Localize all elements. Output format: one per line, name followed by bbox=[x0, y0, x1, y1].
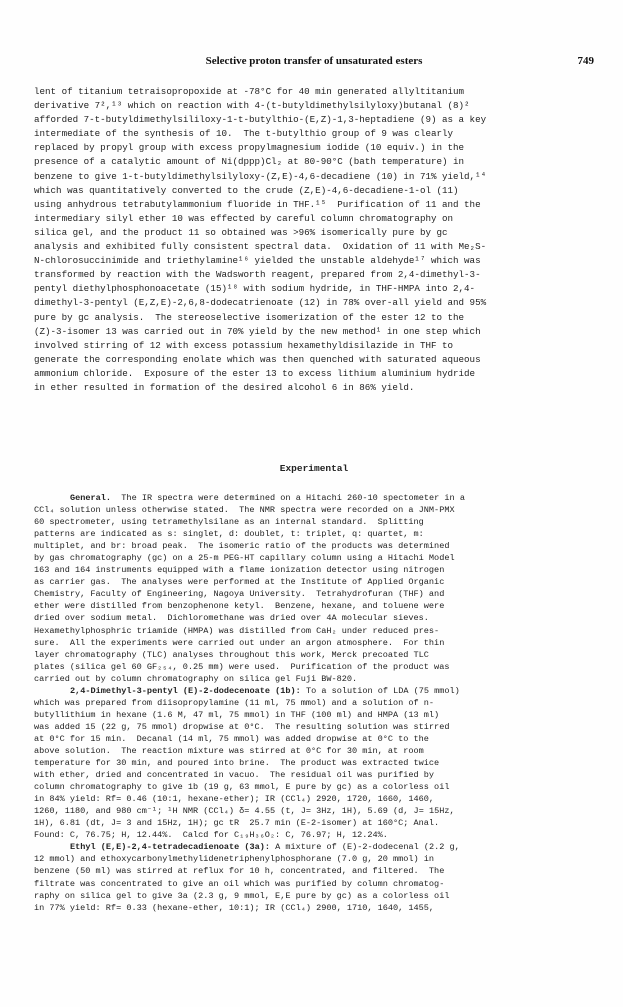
compound-1b-text: To a solution of LDA (75 mmol) bbox=[300, 685, 460, 696]
text-line: using anhydrous tetrabutylammonium fluoride in THF.¹⁵ Purification of 11 and the bbox=[34, 198, 481, 210]
text-line: (Z)-3-isomer 13 was carried out in 70% yield by the new method¹ in one step which bbox=[34, 325, 481, 337]
text-line: above solution. The reaction mixture was stirred at 0°C for 30 min, at room bbox=[34, 745, 424, 756]
page-number: 749 bbox=[577, 55, 594, 67]
text-line: replaced by propyl group with excess propylmagnesium iodide (10 equiv.) in the bbox=[34, 142, 465, 154]
text-line: intermediary silyl ether 10 was effected by careful column chromatography on bbox=[34, 212, 454, 224]
experimental-heading: Experimental bbox=[279, 463, 349, 474]
text-line: which was prepared from diisopropylamine (11 ml, 75 mmol) and a solution of n- bbox=[34, 697, 435, 708]
text-line: benzene (50 ml) was stirred at reflux for 10 h, concentrated, and filtered. The bbox=[34, 866, 445, 877]
compound-3a-first-line bbox=[34, 841, 594, 853]
text-line: pentyl diethylphosphonoacetate (15)¹⁸ with sodium hydride, in THF-HMPA into 2,4- bbox=[34, 283, 476, 295]
intro-paragraph bbox=[34, 85, 594, 395]
text-line: lent of titanium tetraisopropoxide at -78°C for 40 min generated allyltitanium bbox=[34, 86, 465, 97]
text-line: pure by gc analysis. The stereoselective isomerization of the ester 12 to the bbox=[34, 311, 465, 323]
text-line: carried out by column chromatography on silica gel Fuji BW-820. bbox=[34, 673, 358, 684]
text-line: dimethyl-3-pentyl (E,Z,E)-2,6,8-dodecatrienoate (12) in 78% over-all yield and 95% bbox=[34, 297, 487, 309]
text-line: plates (silica gel 60 GF₂₅₄, 0.25 mm) were used. Purification of the product was bbox=[34, 661, 450, 672]
text-line: which was quantitatively converted to the crude (Z,E)-4,6-decadiene-1-ol (11) bbox=[34, 184, 459, 196]
text-line: at 0°C for 15 min. Decanal (14 ml, 75 mmol) was added dropwise at 0°C to the bbox=[34, 733, 429, 744]
text-line: silica gel, and the product 11 so obtained was >96% isomerically pure by gc bbox=[34, 226, 448, 238]
text-line: 60 spectrometer, using tetramethylsilane as an internal standard. Splitting bbox=[34, 517, 424, 528]
text-line: raphy on silica gel to give 3a (2.3 g, 9 mmol, E,E pure by gc) as a colorless oil bbox=[34, 890, 450, 901]
text-line: afforded 7-t-butyldimethylsililoxy-1-t-butylthio-(E,Z)-1,3-heptadiene (9) as a key bbox=[34, 114, 487, 126]
running-title: Selective proton transfer of unsaturated esters bbox=[205, 55, 423, 67]
text-line: dried over sodium metal. Dichloromethane was dried over 4A molecular sieves. bbox=[34, 613, 429, 624]
compound-3a-text: A mixture of (E)-2-dodecenal (2.2 g, bbox=[270, 842, 460, 853]
text-line: 163 and 164 instruments equipped with a flame ionization detector using nitrogen bbox=[34, 565, 445, 576]
compound-1b-label: 2,4-Dimethyl-3-pentyl (E)-2-dodecenoate (1b): bbox=[70, 685, 301, 696]
experimental-section bbox=[34, 492, 594, 914]
text-line: ether were distilled from benzophenone ketyl. Benzene, hexane, and toluene were bbox=[34, 601, 445, 612]
text-line: column chromatography to give 1b (19 g, 63 mmol, E pure by gc) as a colorless oil bbox=[34, 782, 450, 793]
text-line: Chemistry, Faculty of Engineering, Nagoya University. Tetrahydrofuran (THF) and bbox=[34, 589, 445, 600]
text-line: temperature for 30 min, and poured into brine. The product was extracted twice bbox=[34, 758, 440, 769]
text-line: transformed by reaction with the Wadsworth reagent, prepared from 2,4-dimethyl-3- bbox=[34, 269, 481, 281]
page-header bbox=[34, 55, 594, 69]
text-line: Hexamethylphosphric triamide (HMPA) was distilled from CaH₂ under reduced pres- bbox=[34, 625, 440, 636]
text-line: N-chlorosuccinimide and triethylamine¹⁶ yielded the unstable aldehyde¹⁷ which was bbox=[34, 255, 481, 267]
text-line: patterns are indicated as s: singlet, d: doublet, t: triplet, q: quartet, m: bbox=[34, 529, 424, 540]
text-line: benzene to give 1-t-butyldimethylsilyloxy-(Z,E)-4,6-decadiene (10) in 71% yield,¹⁴ bbox=[34, 170, 487, 182]
text-line: in 84% yield: Rf= 0.46 (10:1, hexane-ether); IR (CCl₄) 2920, 1720, 1660, 1460, bbox=[34, 794, 435, 805]
text-line: in ether resulted in formation of the desired alcohol 6 in 86% yield. bbox=[34, 381, 415, 393]
text-line: involved stirring of 12 with excess potassium hexamethyldisilazide in THF to bbox=[34, 339, 454, 351]
general-label: General. bbox=[70, 493, 112, 503]
text-line: generate the corresponding enolate which was then quenched with saturated aqueous bbox=[34, 353, 481, 365]
general-text: The IR spectra were determined on a Hitachi 260-10 spectometer in a bbox=[111, 493, 465, 503]
text-line: presence of a catalytic amount of Ni(dppp)Cl₂ at 80-90°C (bath temperature) in bbox=[34, 156, 465, 168]
text-line: intermediate of the synthesis of 10. The t-butylthio group of 9 was clearly bbox=[34, 128, 454, 140]
compound-1b-first-line bbox=[34, 685, 594, 697]
text-line: derivative 7²,¹³ which on reaction with 4-(t-butyldimethylsilyloxy)butanal (8)² bbox=[34, 100, 470, 112]
text-line: filtrate was concentrated to give an oil which was purified by column chromatog- bbox=[34, 878, 445, 889]
text-line: ammonium chloride. Exposure of the ester 13 to excess lithium aluminium hydride bbox=[34, 367, 476, 379]
text-line: Found: C, 76.75; H, 12.44%. Calcd for C₁₉H₃₆O₂: C, 76.97; H, 12.24%. bbox=[34, 830, 388, 841]
text-line: analysis and exhibited fully consistent spectral data. Oxidation of 11 with Me₂S- bbox=[34, 241, 487, 253]
text-line: in 77% yield: Rf= 0.33 (hexane-ether, 10:1); IR (CCl₄) 2900, 1710, 1640, 1455, bbox=[34, 902, 435, 913]
compound-3a-label: Ethyl (E,E)-2,4-tetradecadienoate (3a): bbox=[70, 842, 271, 853]
text-line: with ether, dried and concentrated in vacuo. The residual oil was purified by bbox=[34, 770, 435, 781]
text-line: 12 mmol) and ethoxycarbonylmethylidenetriphenylphosphorane (7.0 g, 20 mmol) in bbox=[34, 854, 435, 865]
text-line: butyllithium in hexane (1.6 M, 47 ml, 75 mmol) in THF (100 ml) and HMPA (13 ml) bbox=[34, 709, 440, 720]
text-line: multiplet, and br: broad peak. The isomeric ratio of the products was determined bbox=[34, 541, 450, 552]
text-line: as carrier gas. The analyses were performed at the Institute of Applied Organic bbox=[34, 577, 445, 588]
text-line: 1H), 6.81 (dt, J= 3 and 15Hz, 1H); gc tR 25.7 min (E-2-isomer) at 160°C; Anal. bbox=[34, 818, 440, 829]
general-first-line bbox=[34, 492, 594, 504]
text-line: sure. All the experiments were carried out under an argon atmosphere. For thin bbox=[34, 637, 445, 648]
text-line: layer chromatography (TLC) analyses throughout this work, Merck precoated TLC bbox=[34, 649, 429, 660]
text-line: by gas chromatography (gc) on a 25-m PEG-HT capillary column using a Hitachi Model bbox=[34, 553, 455, 564]
text-line: CCl₄ solution unless otherwise stated. The NMR spectra were recorded on a JNM-PMX bbox=[34, 505, 455, 516]
text-line: 1260, 1180, and 980 cm⁻¹; ¹H NMR (CCl₄) δ= 4.55 (t, J= 3Hz, 1H), 5.69 (d, J= 15Hz, bbox=[34, 806, 455, 817]
text-line: was added 15 (22 g, 75 mmol) dropwise at 0°C. The resulting solution was stirred bbox=[34, 721, 450, 732]
